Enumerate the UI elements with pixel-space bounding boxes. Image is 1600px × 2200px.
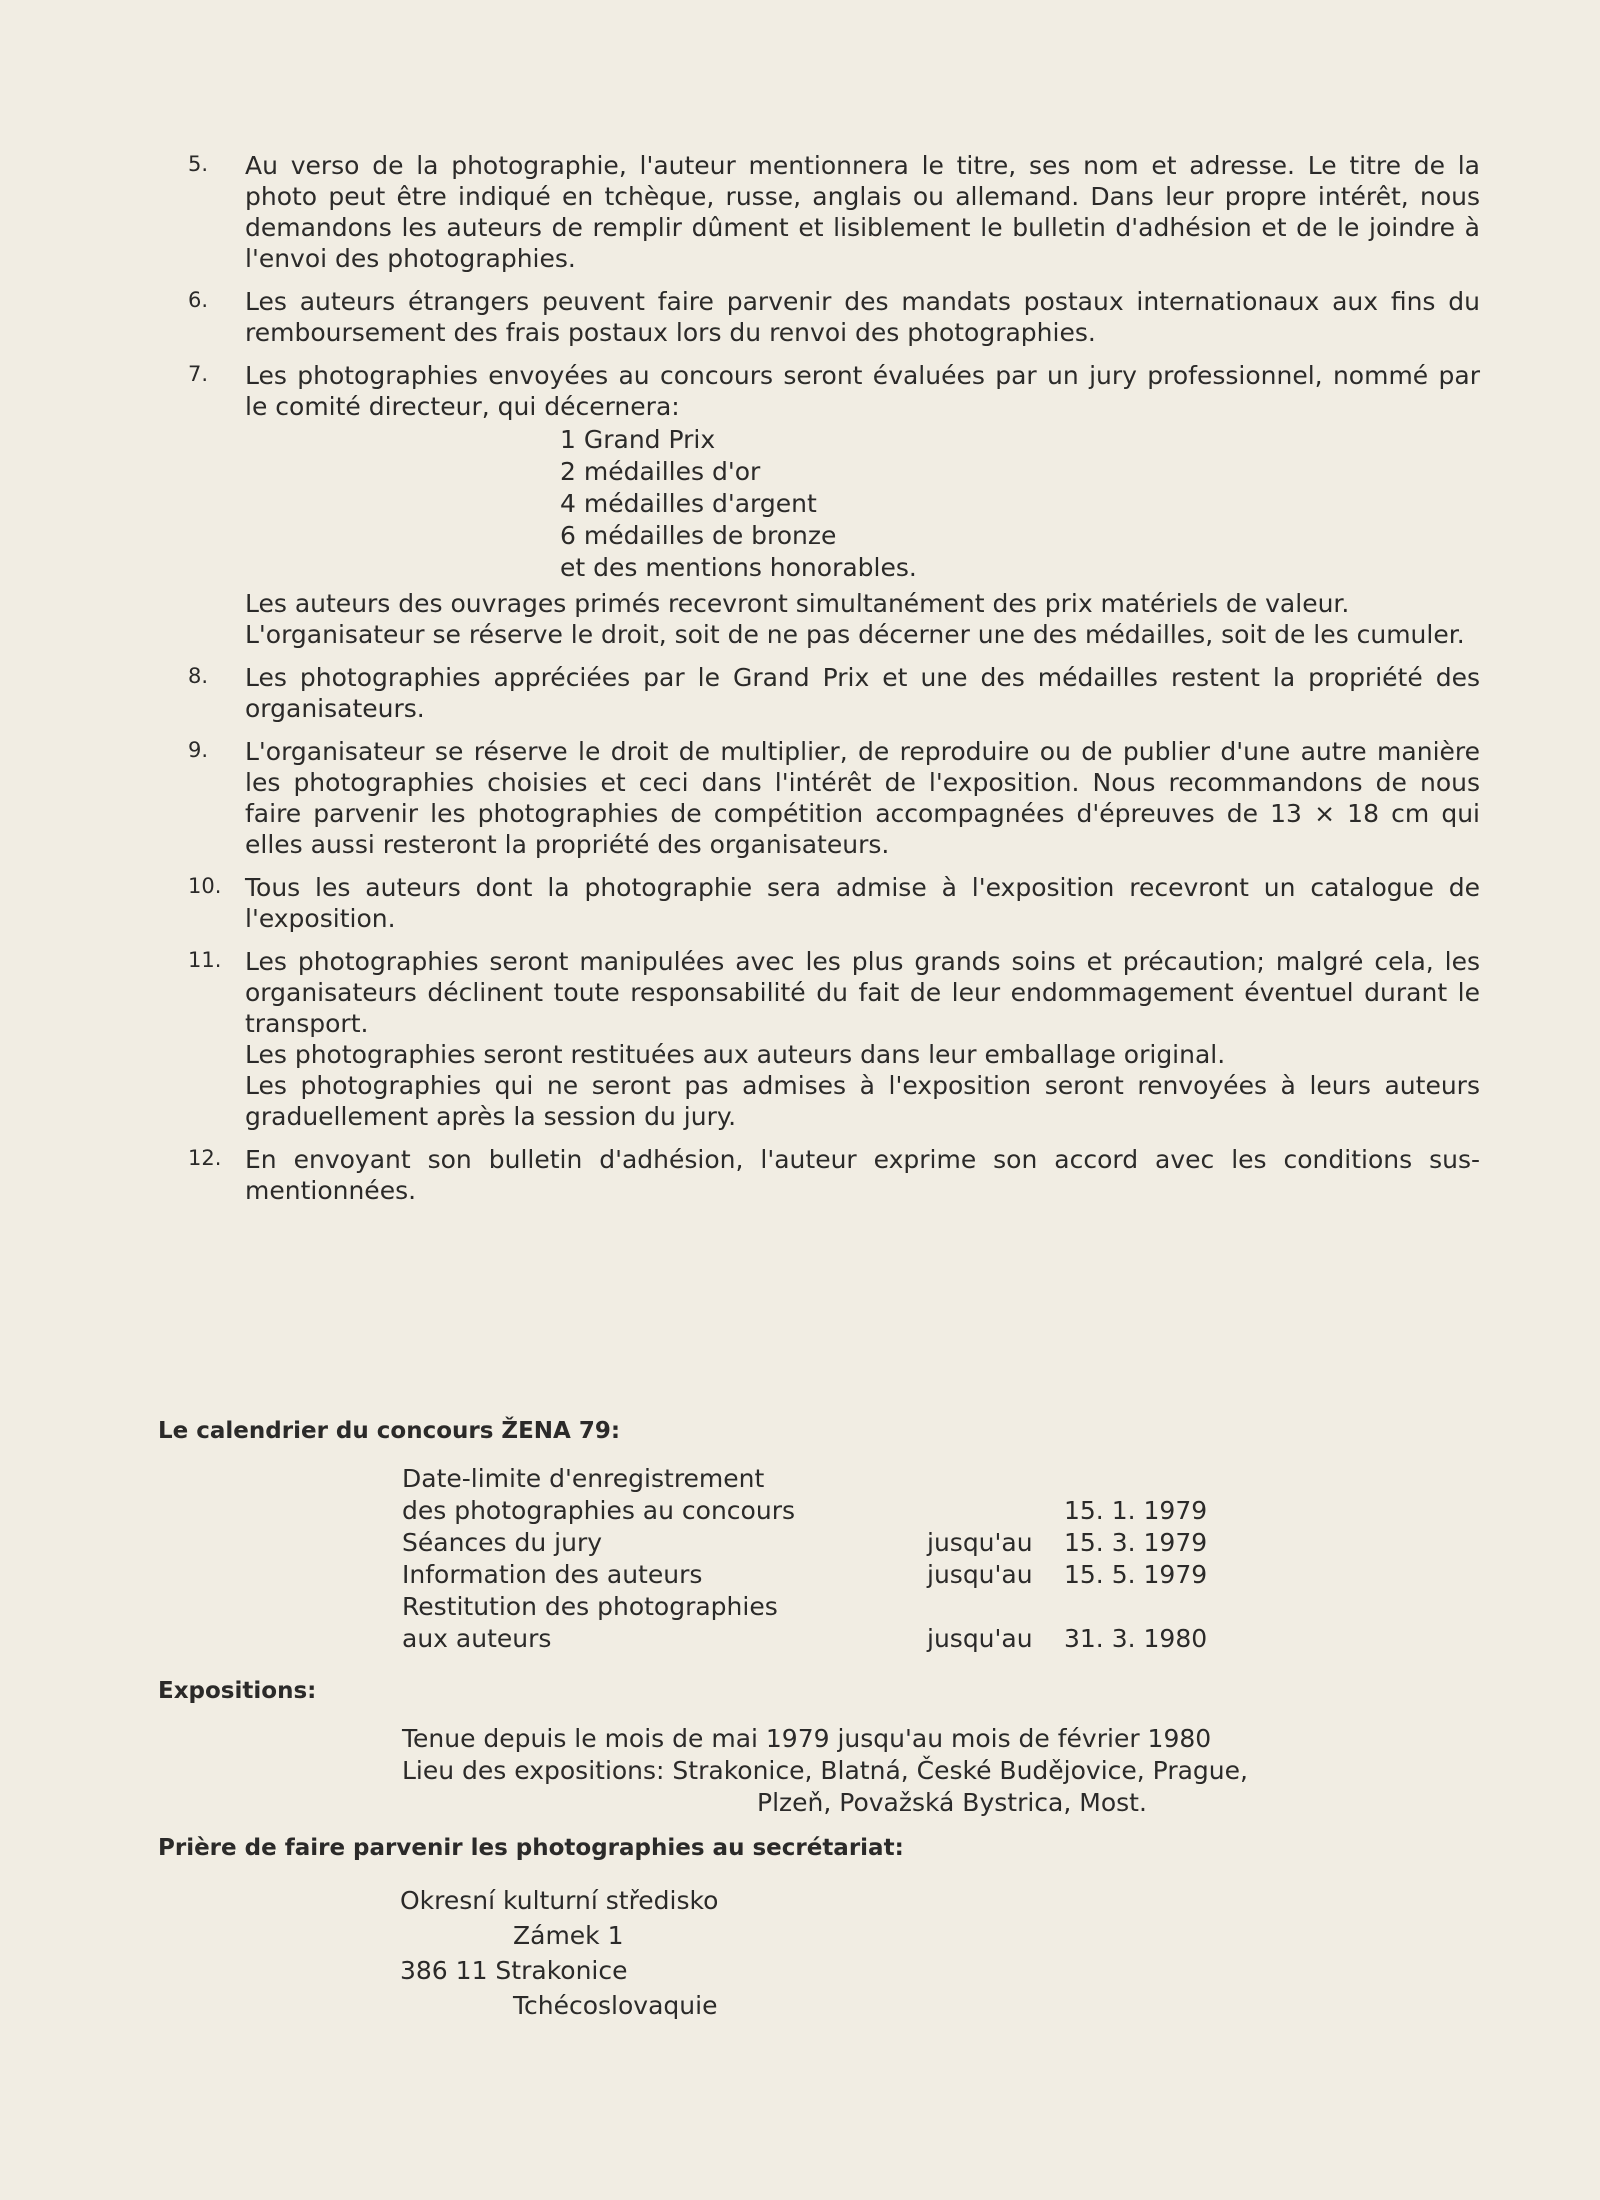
calendar-prefix [927,1591,1064,1623]
calendar-date [1064,1591,1254,1623]
address-line: Okresní kulturní středisko [400,1886,719,1915]
rule-text: L'organisateur se réserve le droit, soit de ne pas décerner une des médailles, soit de les cumuler. [245,620,1465,649]
address-line: Zámek 1 [513,1921,624,1950]
calendar-date: 15. 5. 1979 [1064,1560,1208,1589]
rule-intro: Les photographies envoyées au concours seront évaluées par un jury professionnel, nommé par le comité directeur, qui décernera: [245,361,1480,421]
rule-text: Les photographies qui ne seront pas admises à l'exposition seront renvoyées à leurs auteurs graduellement après la session du jury. [245,1071,1480,1131]
awards-list [245,424,1480,584]
rule-number: 8. [188,664,209,688]
rule-text: Les auteurs étrangers peuvent faire parvenir des mandats postaux internationaux aux fins du remboursement des frais postaux lors du renvoi des photographies. [245,287,1480,347]
rule-text: L'organisateur se réserve le droit de multiplier, de reproduire ou de publier d'une autre manière les photographies choisies et ceci dans l'intérêt de l'exposition. Nous recommandons de nous faire parvenir les photographies de compétition accompagnées d'épreuves de 13 × 18 cm qui elles aussi resteront la propriété des organisateurs. [245,737,1480,859]
calendar-prefix: jusqu'au [927,1624,1033,1653]
award-item: 1 Grand Prix [560,425,716,454]
rule-number: 10. [188,874,222,898]
calendar-heading: Le calendrier du concours ŽENA 79: [158,1418,621,1444]
rule-text: Les photographies seront manipulées avec les plus grands soins et précaution; malgré cela, les organisateurs déclinent toute responsabilité du fait de leur endommagement éventuel durant le transport. [245,947,1480,1038]
calendar-row [402,1591,1262,1623]
rule-number: 9. [188,738,209,762]
rule-8 [180,662,1480,724]
calendar-prefix: jusqu'au [927,1560,1033,1589]
rule-body [245,150,1480,274]
calendar-label: Séances du jury [402,1528,603,1557]
calendar-label: Restitution des photographies [402,1592,778,1621]
calendar-table [402,1463,1262,1655]
calendar-prefix [927,1495,1064,1527]
calendar-label: des photographies au concours [402,1496,795,1525]
award-item: 4 médailles d'argent [560,489,817,518]
rule-number: 7. [188,362,209,386]
rules-list [180,150,1480,1218]
calendar-row [402,1559,1262,1591]
address-line: 386 11 Strakonice [400,1956,628,1985]
secretariat-address [400,1883,718,2023]
rule-6 [180,286,1480,348]
exhibitions-heading: Expositions: [158,1678,317,1704]
rule-number: 11. [188,948,222,972]
exhibitions-venues: Lieu des expositions: Strakonice, Blatná, České Budějovice, Prague, [402,1756,1248,1785]
award-item: 2 médailles d'or [560,457,761,486]
calendar-label: aux auteurs [402,1624,552,1653]
rule-11 [180,946,1480,1132]
calendar-label: Information des auteurs [402,1560,703,1589]
calendar-prefix [927,1463,1064,1495]
address-line: Tchécoslovaquie [513,1991,718,2020]
rule-10 [180,872,1480,934]
rule-body [245,360,1480,650]
calendar-row [402,1623,1262,1655]
rule-number: 5. [188,152,209,176]
rule-body [245,662,1480,724]
calendar-row [402,1463,1262,1495]
rule-text: Les photographies appréciées par le Grand Prix et une des médailles restent la propriété des organisateurs. [245,663,1480,723]
rule-text: Les auteurs des ouvrages primés recevront simultanément des prix matériels de valeur. [245,589,1350,618]
rule-number: 12. [188,1146,222,1170]
rule-text: En envoyant son bulletin d'adhésion, l'auteur exprime son accord avec les conditions sus-mentionnées. [245,1145,1480,1205]
secretariat-heading: Prière de faire parvenir les photographies au secrétariat: [158,1835,904,1861]
rule-body [245,286,1480,348]
exhibitions-block [402,1723,1482,1819]
rule-body [245,946,1480,1132]
rule-number: 6. [188,288,209,312]
rule-text: Au verso de la photographie, l'auteur mentionnera le titre, ses nom et adresse. Le titre de la photo peut être indiqué en tchèque, russe, anglais ou allemand. Dans leur propre intérêt, nous demandons les auteurs de remplir dûment et lisiblement le bulletin d'adhésion et de le joindre à l'envoi des photographies. [245,151,1480,273]
calendar-row [402,1527,1262,1559]
exhibitions-venues-continued: Plzeň, Považská Bystrica, Most. [757,1788,1147,1817]
rule-9 [180,736,1480,860]
rule-7 [180,360,1480,650]
rule-body [245,1144,1480,1206]
calendar-row [402,1495,1262,1527]
rule-text: Les photographies seront restituées aux auteurs dans leur emballage original. [245,1040,1226,1069]
calendar-date [1064,1463,1254,1495]
exhibitions-period: Tenue depuis le mois de mai 1979 jusqu'au mois de février 1980 [402,1724,1212,1753]
rule-body [245,736,1480,860]
calendar-date: 15. 1. 1979 [1064,1496,1208,1525]
calendar-label: Date-limite d'enregistrement [402,1464,765,1493]
calendar-date: 31. 3. 1980 [1064,1624,1208,1653]
calendar-date: 15. 3. 1979 [1064,1528,1208,1557]
calendar-prefix: jusqu'au [927,1528,1033,1557]
rule-5 [180,150,1480,274]
rule-12 [180,1144,1480,1206]
award-item: et des mentions honorables. [560,553,917,582]
rule-body [245,872,1480,934]
award-item: 6 médailles de bronze [560,521,837,550]
rule-text: Tous les auteurs dont la photographie sera admise à l'exposition recevront un catalogue de l'exposition. [245,873,1480,933]
